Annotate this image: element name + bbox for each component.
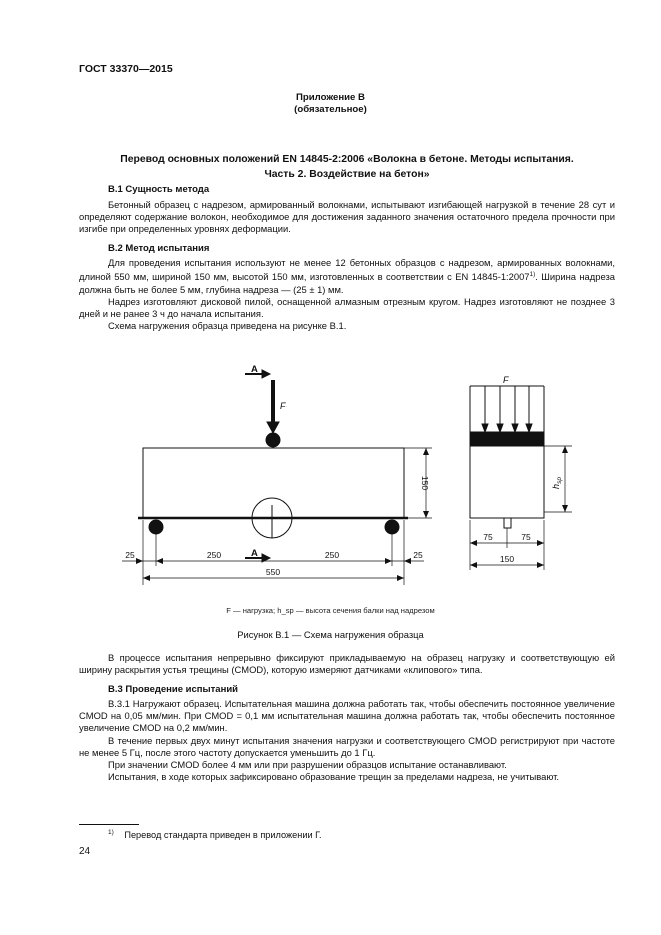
section-b3-body xyxy=(79,698,615,783)
dim-text-75-left: 75 xyxy=(483,532,493,542)
footnote xyxy=(108,829,322,840)
page-number: 24 xyxy=(79,846,91,857)
figure-legend: F — нагрузка; h_sp — высота сечения балки над надрезом xyxy=(226,606,435,615)
dim-text-25-left: 25 xyxy=(125,550,135,560)
side-load-arrowhead-2 xyxy=(497,424,503,432)
section-b3-paragraph-1: В.3.1 Нагружают образец. Испытательная машина должна работать так, чтобы обеспечить постоянное увеличение CMOD на 0,05 мм/мин. При CMOD = 0,1 мм испытательная машина должна работать так, чтобы обеспечить постоянное увеличение CMOD на 0,2 мм/мин. xyxy=(79,698,615,734)
section-b2-paragraph-2: Надрез изготовляют дисковой пилой, оснащенной алмазным отрезным кругом. Надрез изготовляют не позднее 3 дней и не ранее 3 ч до начала испытания. xyxy=(79,295,615,319)
dim-text-25-right: 25 xyxy=(413,550,423,560)
side-notch xyxy=(504,518,511,528)
side-load-arrowhead-1 xyxy=(482,424,488,432)
appendix-heading xyxy=(80,152,614,182)
tick-total-left xyxy=(143,575,150,581)
right-support-roller xyxy=(385,520,399,534)
side-load-arrowhead-3 xyxy=(512,424,518,432)
section-b1-heading: В.1 Сущность метода xyxy=(108,184,210,195)
footnote-text: Перевод стандарта приведен в приложении Г. xyxy=(124,830,322,841)
section-b2-paragraph-1 xyxy=(79,257,615,296)
footnote-separator xyxy=(79,824,139,825)
section-b3-heading: В.3 Проведение испытаний xyxy=(108,684,238,695)
side-view-load-plate xyxy=(470,432,544,446)
hsp-label xyxy=(551,477,563,489)
tick-hsp-bottom xyxy=(562,505,568,512)
force-label: F xyxy=(280,401,286,411)
section-b2-p1-text: Для проведения испытания используют не менее 12 бетонных образцов с надрезом, армированных волокнами, длиной 550 мм, шириной 150 мм, высотой 150 мм, изготовленных в соответствии с EN 14845-1:2007 xyxy=(79,257,615,283)
figure-caption: Рисунок В.1 — Схема нагружения образца xyxy=(237,629,424,640)
side-force-label: F xyxy=(503,375,509,385)
section-b1-paragraph: Бетонный образец с надрезом, армированный волокнами, испытывают изгибающей нагрузкой в течение 28 сут и определяют содержание волокон, необходимое для достижения заданного значения остаточного предела прочности при изгибе при определенных уровнях деформации. xyxy=(79,199,615,235)
section-b3-paragraph-4: Испытания, в ходе которых зафиксировано образование трещин за пределами надреза, не учитывают. xyxy=(108,771,560,783)
footnote-mark: 1) xyxy=(108,829,114,836)
section-b2-body xyxy=(79,257,615,332)
section-b2-p1-text-end: . Ширина надреза должна быть не более 5 мм, глубина надреза — (25 ± 1) мм. xyxy=(79,271,615,295)
tick-height-top xyxy=(423,448,429,455)
section-b2-paragraph-3: Схема нагружения образца приведена на рисунке В.1. xyxy=(108,320,347,332)
dim-text-75-right: 75 xyxy=(521,532,531,542)
tick-side-150-right xyxy=(537,562,544,568)
dim-text-250-right: 250 xyxy=(324,550,340,560)
section-label-bottom: А xyxy=(251,548,258,559)
tick-hsp-top xyxy=(562,446,568,453)
beam-specimen xyxy=(143,448,404,518)
footnote-ref: 1) xyxy=(529,271,536,279)
dim-text-250-left: 250 xyxy=(206,550,222,560)
appendix-heading-line1: Перевод основных положений EN 14845-2:2006 «Волокна в бетоне. Методы испытания. xyxy=(120,154,574,165)
appendix-title: Приложение В xyxy=(296,92,365,103)
tick-total-right xyxy=(397,575,404,581)
section-b2-heading: В.2 Метод испытания xyxy=(108,243,210,254)
appendix-heading-line2: Часть 2. Воздействие на бетон» xyxy=(264,169,430,180)
after-figure-paragraph: В процессе испытания непрерывно фиксируют прикладываемую на образец нагрузку и соответствующую ей ширину раскрытия устья трещины (CMOD), которую измеряют датчиками «клипового» типа. xyxy=(79,652,615,676)
left-support-roller xyxy=(149,520,163,534)
tick-overhang-left xyxy=(136,558,143,564)
tick-height-bottom xyxy=(423,511,429,518)
force-arrowhead xyxy=(267,422,279,433)
tick-span-right xyxy=(385,558,392,564)
dim-text-150-width: 150 xyxy=(499,554,515,564)
tick-side-150-left xyxy=(470,562,477,568)
hsp-label-main: h xyxy=(551,483,561,489)
appendix-subtitle: (обязательное) xyxy=(294,104,367,115)
tick-overhang-right xyxy=(404,558,411,564)
loading-scheme-figure xyxy=(0,350,661,600)
document-header: ГОСТ 33370—2015 xyxy=(79,63,173,75)
load-roller xyxy=(266,433,280,447)
tick-side-75-right xyxy=(537,540,544,546)
section-label-top: А xyxy=(251,364,258,375)
tick-span-left xyxy=(156,558,163,564)
tick-side-75-left xyxy=(470,540,477,546)
section-b1-body xyxy=(79,199,615,236)
section-b3-paragraph-3: При значении CMOD более 4 мм или при разрушении образцов испытание останавливают. xyxy=(108,759,507,771)
hsp-label-subscript: sp xyxy=(556,477,563,484)
after-figure-body xyxy=(79,652,615,676)
dim-text-550: 550 xyxy=(265,567,281,577)
section-marker-top-arrow xyxy=(262,370,270,378)
dim-text-150-height: 150 xyxy=(420,475,430,491)
side-load-arrowhead-4 xyxy=(526,424,532,432)
section-b3-paragraph-2: В течение первых двух минут испытания значения нагрузки и соответствующего CMOD регистрируют при частоте не менее 5 Гц, после этого частоту допускается уменьшить до 1 Гц. xyxy=(79,734,615,758)
